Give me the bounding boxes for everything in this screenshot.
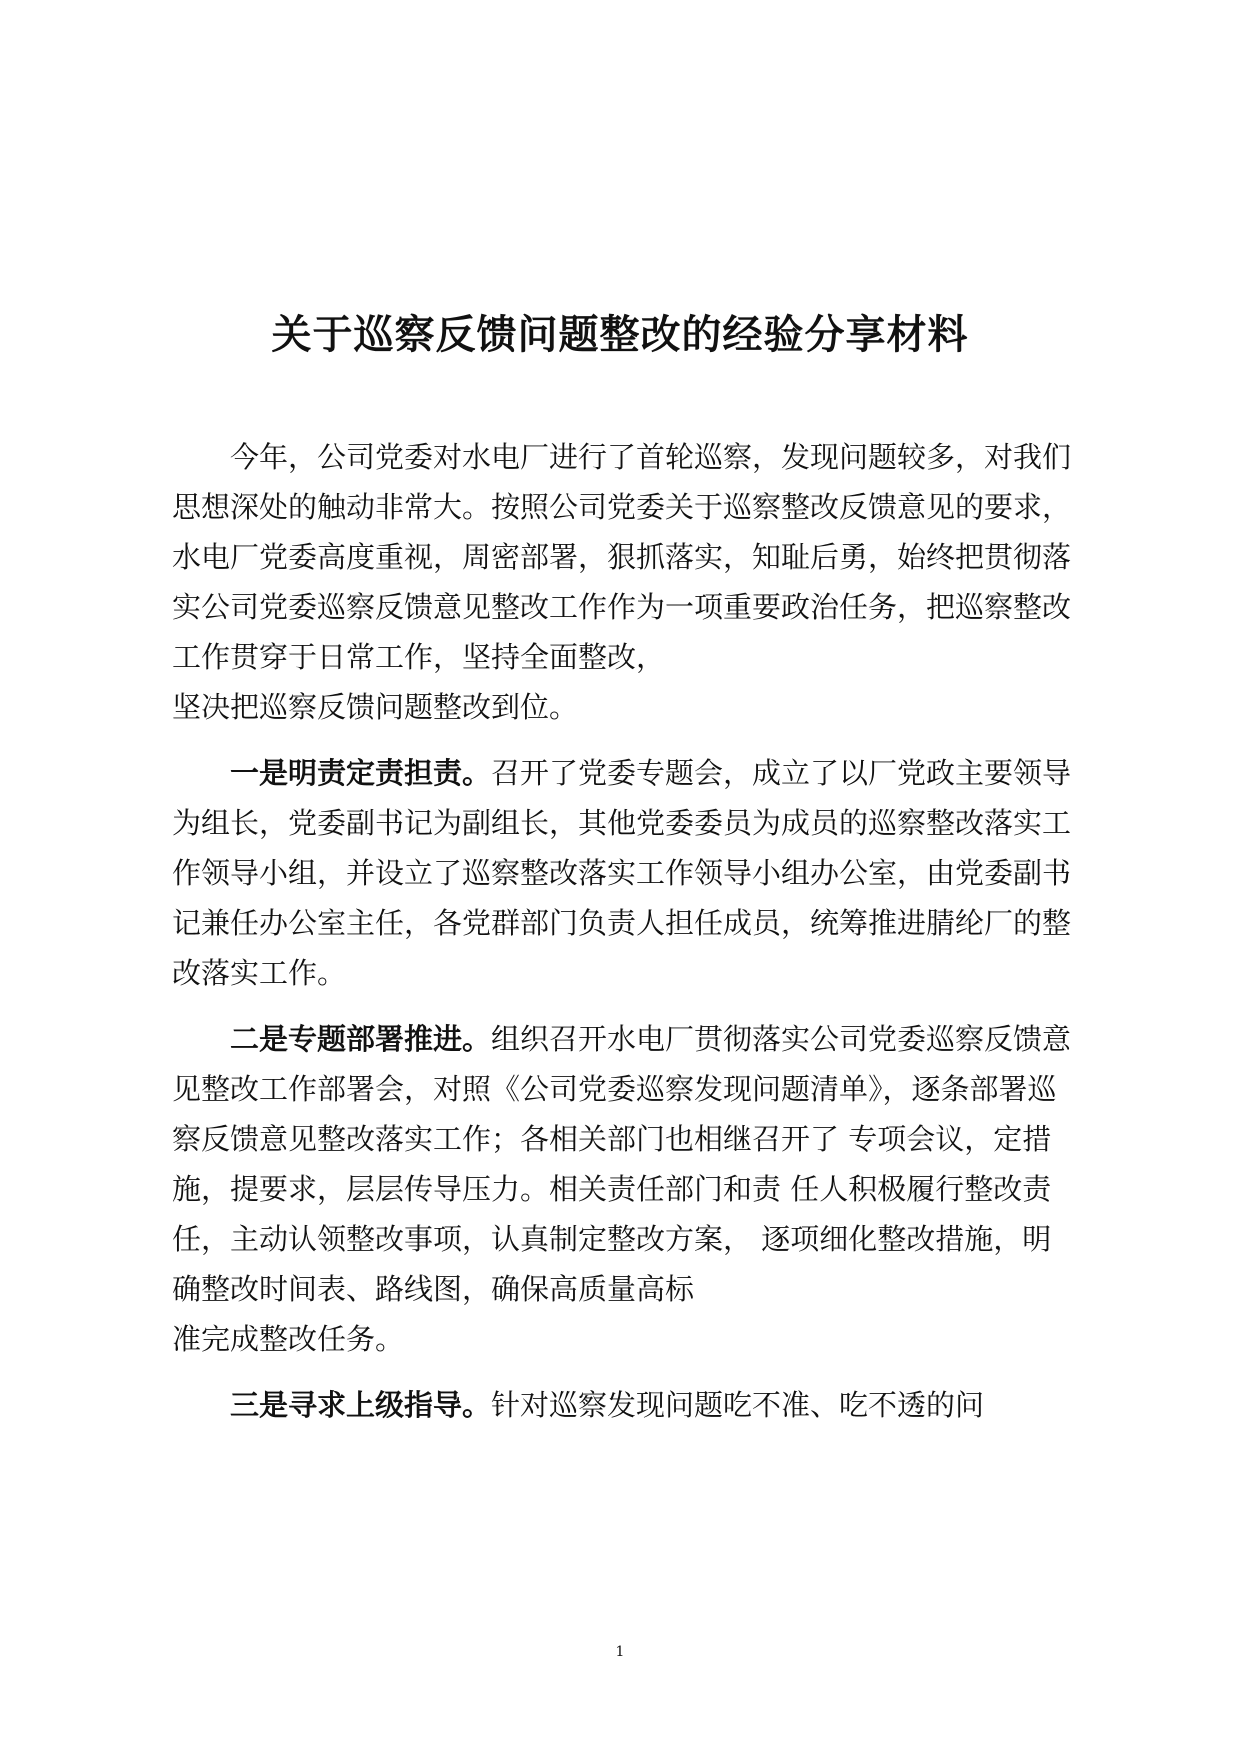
section-paragraph-3 [172,1380,1072,1430]
section-lead-3: 三是寻求上级指导。 [230,1388,492,1422]
section-text-1: 召开了党委专题会，成立了以厂党政主要领导为组长，党委副书记为副组长，其他党委委员为成员的巡察整改落实工作领导小组，并设立了巡察整改落实工作领导小组办公室，由党委副书记兼任办公室主任，各党群部门负责人担任成员，统筹推进腈纶厂的整改落实工作。 [172,756,1072,990]
page-number: 1 [615,1644,625,1660]
section-paragraph-1 [172,748,1072,998]
section-lead-2: 二是专题部署推进。 [230,1022,492,1056]
section-paragraph-2 [172,1014,1072,1314]
section-text-2: 组织召开水电厂贯彻落实公司党委巡察反馈意见整改工作部署会，对照《公司党委巡察发现问题清单》，逐条部署巡察反馈意见整改落实工作；各相关部门也相继召开了 专项会议，定措施，提要求，层层传导压力。相关责任部门和责 任人积极履行整改责任，主动认领整改事项，认真制定整改方案， 逐项细化整改措施，明确整改时间表、路线图，确保高质量高标 [172,1022,1072,1306]
section-lead-1: 一是明责定责担责。 [230,756,492,790]
section-text-3: 针对巡察发现问题吃不准、吃不透的问 [491,1388,985,1422]
document-body [172,432,1072,1430]
intro-paragraph: 今年，公司党委对水电厂进行了首轮巡察，发现问题较多，对我们思想深处的触动非常大。按照公司党委关于巡察整改反馈意见的要求，水电厂党委高度重视，周密部署，狠抓落实，知耻后勇，始终把贯彻落实公司党委巡察反馈意见整改工作作为一项重要政治任务，把巡察整改工作贯穿于日常工作，坚持全面整改， [172,440,1072,674]
intro-paragraph-tail: 坚决把巡察反馈问题整改到位。 [172,690,579,724]
document-title: 关于巡察反馈问题整改的经验分享材料 [271,311,969,358]
section-paragraph-2-tail: 准完成整改任务。 [172,1322,405,1356]
